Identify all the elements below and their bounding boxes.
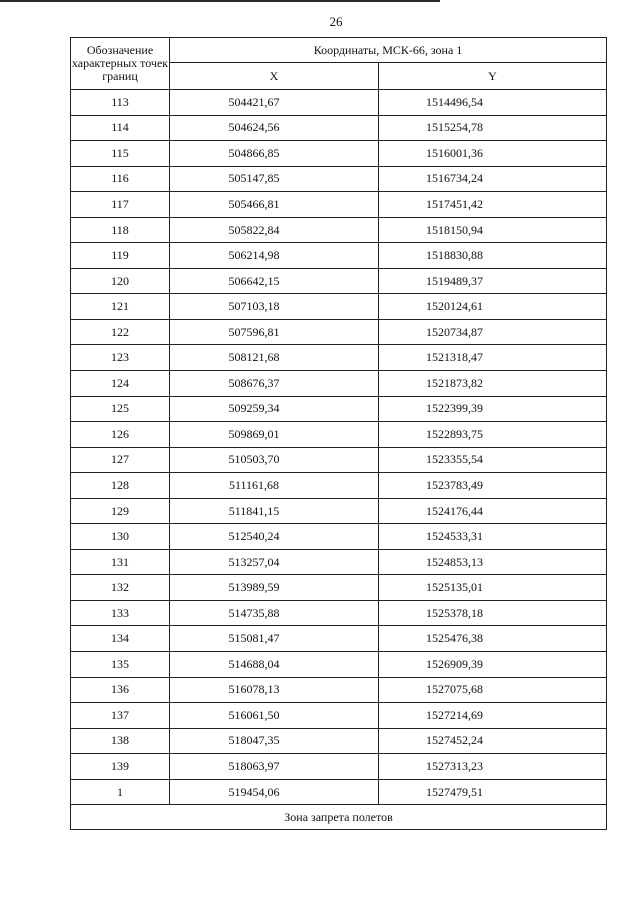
point-number-cell: 125 — [71, 396, 170, 422]
y-coordinate-cell — [379, 115, 607, 141]
point-number-cell: 113 — [71, 90, 170, 116]
point-number-cell: 118 — [71, 217, 170, 243]
x-coordinate-cell — [170, 549, 379, 575]
x-coordinate-cell — [170, 652, 379, 678]
point-number-cell: 124 — [71, 371, 170, 397]
x-coordinate-cell — [170, 166, 379, 192]
x-coordinate-cell — [170, 319, 379, 345]
x-coordinate-value: 511841,15 — [228, 503, 280, 518]
y-coordinate-cell — [379, 166, 607, 192]
y-coordinate-cell — [379, 575, 607, 601]
y-coordinate-value: 1518150,94 — [426, 222, 483, 237]
x-coordinate-value: 514735,88 — [228, 605, 280, 620]
y-coordinate-cell — [379, 524, 607, 550]
x-coordinate-cell — [170, 677, 379, 703]
x-coordinate-cell — [170, 754, 379, 780]
y-coordinate-value: 1514496,54 — [426, 94, 483, 109]
y-coordinate-value: 1519489,37 — [426, 273, 483, 288]
table-row — [71, 115, 607, 141]
x-coordinate-value: 507596,81 — [228, 324, 280, 339]
y-coordinate-cell — [379, 549, 607, 575]
page-number: 26 — [329, 14, 343, 29]
y-coordinate-cell — [379, 498, 607, 524]
table-row — [71, 626, 607, 652]
table-row — [71, 243, 607, 269]
x-coordinate-value: 513257,04 — [228, 554, 280, 569]
table-row — [71, 473, 607, 499]
y-coordinate-value: 1527479,51 — [426, 784, 483, 799]
x-coordinate-cell — [170, 703, 379, 729]
table-row — [71, 217, 607, 243]
table-row — [71, 166, 607, 192]
x-coordinate-value: 505822,84 — [228, 222, 280, 237]
table-row — [71, 754, 607, 780]
y-coordinate-cell — [379, 703, 607, 729]
y-coordinate-cell — [379, 652, 607, 678]
table-row — [71, 192, 607, 218]
x-coordinate-value: 504624,56 — [228, 120, 280, 135]
point-number-cell: 132 — [71, 575, 170, 601]
x-coordinate-cell — [170, 396, 379, 422]
table-row — [71, 728, 607, 754]
y-coordinate-cell — [379, 473, 607, 499]
y-coordinate-value: 1522893,75 — [426, 426, 483, 441]
point-number-cell: 115 — [71, 141, 170, 167]
y-coordinate-value: 1515254,78 — [426, 120, 483, 135]
x-coordinate-value: 513989,59 — [228, 580, 280, 595]
x-coordinate-value: 514688,04 — [228, 656, 280, 671]
y-coordinate-cell — [379, 319, 607, 345]
x-coordinate-cell — [170, 345, 379, 371]
y-coordinate-cell — [379, 141, 607, 167]
point-number-cell: 117 — [71, 192, 170, 218]
table-row — [71, 268, 607, 294]
y-coordinate-value: 1524176,44 — [426, 503, 483, 518]
y-coordinate-cell — [379, 90, 607, 116]
y-coordinate-cell — [379, 396, 607, 422]
table-row — [71, 498, 607, 524]
x-coordinate-value: 508121,68 — [228, 350, 280, 365]
table-row — [71, 141, 607, 167]
x-coordinate-cell — [170, 447, 379, 473]
y-coordinate-value: 1526909,39 — [426, 656, 483, 671]
x-coordinate-cell — [170, 626, 379, 652]
x-coordinate-cell — [170, 192, 379, 218]
x-coordinate-value: 507103,18 — [228, 299, 280, 314]
x-coordinate-cell — [170, 728, 379, 754]
point-number-cell: 116 — [71, 166, 170, 192]
column-header-y: Y — [379, 63, 607, 90]
table-row — [71, 345, 607, 371]
y-coordinate-cell — [379, 422, 607, 448]
x-coordinate-value: 510503,70 — [228, 452, 280, 467]
point-number-cell: 127 — [71, 447, 170, 473]
point-number-cell: 119 — [71, 243, 170, 269]
x-coordinate-cell — [170, 243, 379, 269]
x-coordinate-cell — [170, 371, 379, 397]
table-row — [71, 319, 607, 345]
y-coordinate-value: 1523355,54 — [426, 452, 483, 467]
y-coordinate-cell — [379, 728, 607, 754]
point-number-cell: 138 — [71, 728, 170, 754]
point-number-cell: 129 — [71, 498, 170, 524]
y-coordinate-value: 1516001,36 — [426, 145, 483, 160]
point-number-cell: 1 — [71, 779, 170, 805]
x-coordinate-value: 511161,68 — [228, 477, 280, 492]
y-coordinate-value: 1517451,42 — [426, 196, 483, 211]
y-coordinate-value: 1527452,24 — [426, 733, 483, 748]
x-coordinate-value: 508676,37 — [228, 375, 280, 390]
x-coordinate-value: 519454,06 — [228, 784, 280, 799]
x-coordinate-value: 516078,13 — [228, 682, 280, 697]
x-coordinate-cell — [170, 498, 379, 524]
table-row — [71, 371, 607, 397]
y-coordinate-cell — [379, 371, 607, 397]
x-coordinate-cell — [170, 779, 379, 805]
table-row — [71, 549, 607, 575]
y-coordinate-value: 1525476,38 — [426, 631, 483, 646]
x-coordinate-cell — [170, 473, 379, 499]
point-number-cell: 133 — [71, 600, 170, 626]
y-coordinate-value: 1521873,82 — [426, 375, 483, 390]
y-coordinate-value: 1516734,24 — [426, 171, 483, 186]
table-row — [71, 396, 607, 422]
y-coordinate-cell — [379, 345, 607, 371]
x-coordinate-value: 509259,34 — [228, 401, 280, 416]
top-rule — [0, 0, 440, 2]
point-number-cell: 139 — [71, 754, 170, 780]
point-number-cell: 120 — [71, 268, 170, 294]
table-footer-zone: Зона запрета полетов — [71, 805, 607, 830]
y-coordinate-cell — [379, 600, 607, 626]
point-number-cell: 128 — [71, 473, 170, 499]
table-row — [71, 600, 607, 626]
y-coordinate-value: 1524533,31 — [426, 529, 483, 544]
x-coordinate-cell — [170, 422, 379, 448]
y-coordinate-value: 1527075,68 — [426, 682, 483, 697]
point-number-cell: 137 — [71, 703, 170, 729]
y-coordinate-cell — [379, 268, 607, 294]
x-coordinate-value: 504421,67 — [228, 94, 280, 109]
table-row — [71, 677, 607, 703]
table-row — [71, 447, 607, 473]
y-coordinate-value: 1524853,13 — [426, 554, 483, 569]
y-coordinate-value: 1520124,61 — [426, 299, 483, 314]
y-coordinate-cell — [379, 217, 607, 243]
y-coordinate-value: 1525135,01 — [426, 580, 483, 595]
point-number-cell: 136 — [71, 677, 170, 703]
x-coordinate-cell — [170, 115, 379, 141]
x-coordinate-cell — [170, 524, 379, 550]
point-number-cell: 121 — [71, 294, 170, 320]
point-number-cell: 123 — [71, 345, 170, 371]
x-coordinate-value: 505466,81 — [228, 196, 280, 211]
point-number-cell: 122 — [71, 319, 170, 345]
y-coordinate-value: 1525378,18 — [426, 605, 483, 620]
column-header-designation: Обозначение характерных точек границ — [71, 38, 170, 90]
table-row — [71, 90, 607, 116]
y-coordinate-value: 1521318,47 — [426, 350, 483, 365]
x-coordinate-value: 512540,24 — [228, 529, 280, 544]
y-coordinate-cell — [379, 779, 607, 805]
point-number-cell: 131 — [71, 549, 170, 575]
x-coordinate-value: 515081,47 — [228, 631, 280, 646]
x-coordinate-cell — [170, 90, 379, 116]
x-coordinate-cell — [170, 294, 379, 320]
point-number-cell: 126 — [71, 422, 170, 448]
x-coordinate-value: 518063,97 — [228, 758, 280, 773]
table-row — [71, 524, 607, 550]
y-coordinate-value: 1527313,23 — [426, 758, 483, 773]
coordinates-table — [70, 37, 607, 830]
column-header-coordinates: Координаты, МСК-66, зона 1 — [170, 38, 607, 63]
point-number-cell: 130 — [71, 524, 170, 550]
y-coordinate-cell — [379, 754, 607, 780]
point-number-cell: 134 — [71, 626, 170, 652]
x-coordinate-cell — [170, 141, 379, 167]
x-coordinate-value: 518047,35 — [228, 733, 280, 748]
x-coordinate-value: 506642,15 — [228, 273, 280, 288]
point-number-cell: 114 — [71, 115, 170, 141]
x-coordinate-value: 516061,50 — [228, 707, 280, 722]
y-coordinate-cell — [379, 243, 607, 269]
x-coordinate-cell — [170, 575, 379, 601]
y-coordinate-cell — [379, 294, 607, 320]
y-coordinate-value: 1520734,87 — [426, 324, 483, 339]
y-coordinate-value: 1518830,88 — [426, 248, 483, 263]
x-coordinate-value: 505147,85 — [228, 171, 280, 186]
table-row — [71, 703, 607, 729]
y-coordinate-cell — [379, 626, 607, 652]
x-coordinate-value: 509869,01 — [228, 426, 280, 441]
y-coordinate-cell — [379, 447, 607, 473]
x-coordinate-value: 506214,98 — [228, 248, 280, 263]
y-coordinate-value: 1523783,49 — [426, 477, 483, 492]
table-row — [71, 422, 607, 448]
x-coordinate-value: 504866,85 — [228, 145, 280, 160]
x-coordinate-cell — [170, 268, 379, 294]
point-number-cell: 135 — [71, 652, 170, 678]
y-coordinate-cell — [379, 192, 607, 218]
table-row — [71, 294, 607, 320]
x-coordinate-cell — [170, 217, 379, 243]
table-row — [71, 575, 607, 601]
column-header-x: X — [170, 63, 379, 90]
x-coordinate-cell — [170, 600, 379, 626]
y-coordinate-value: 1522399,39 — [426, 401, 483, 416]
y-coordinate-cell — [379, 677, 607, 703]
y-coordinate-value: 1527214,69 — [426, 707, 483, 722]
table-row — [71, 779, 607, 805]
table-row — [71, 652, 607, 678]
table-body — [71, 90, 607, 805]
